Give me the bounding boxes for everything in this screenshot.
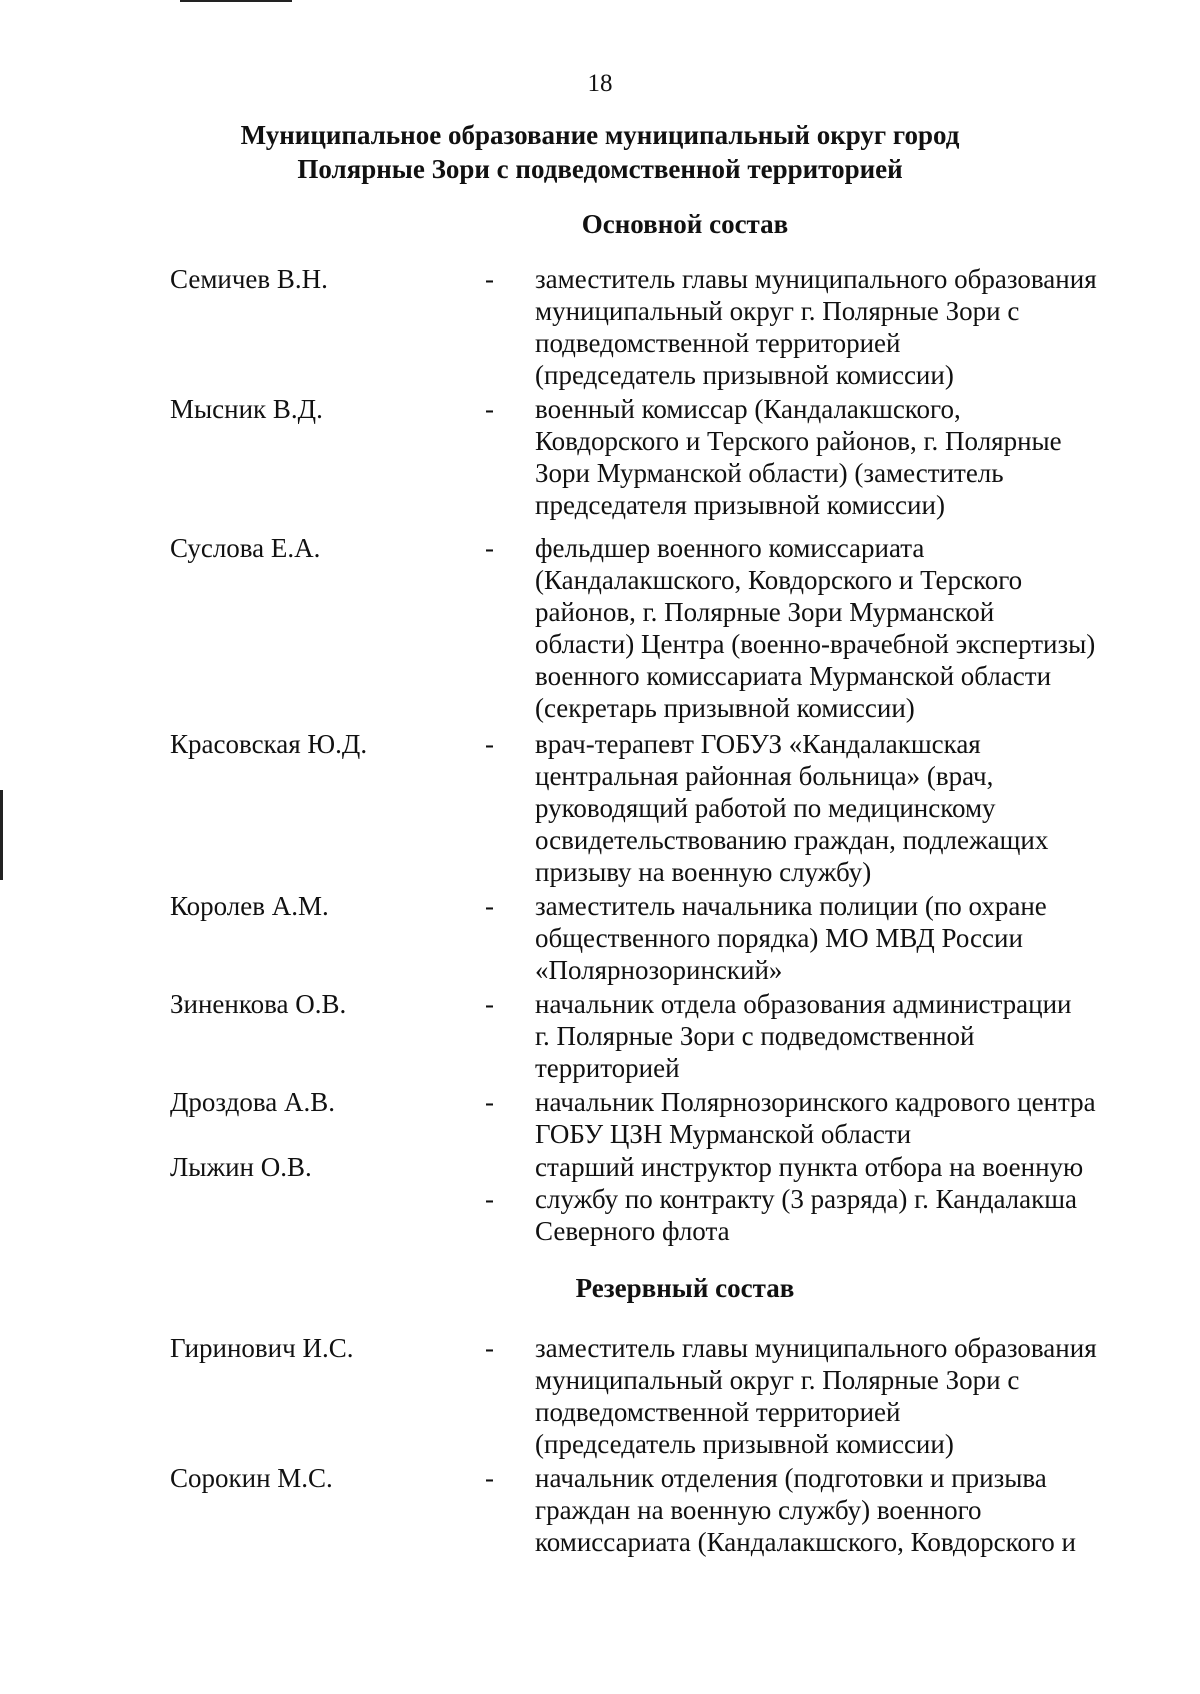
document-title-line-1: Муниципальное образование муниципальный округ город xyxy=(240,120,960,150)
member-role: начальник Полярнозоринского кадрового центра ГОБУ ЦЗН Мурманской области xyxy=(535,1087,1096,1149)
member-name: Лыжин О.В. xyxy=(170,1152,312,1182)
member-dash: - xyxy=(485,533,494,563)
member-dash: - xyxy=(485,394,494,424)
member-role: фельдшер военного комиссариата (Кандалакшского, Ковдорского и Терского районов, г. Полярные Зори Мурманской области) Центра (военно-врачебной экспертизы) военного комиссариата Мурманской области (секретарь призывной комиссии) xyxy=(535,533,1096,723)
member-role: заместитель начальника полиции (по охране общественного порядка) МО МВД России «Полярнозоринский» xyxy=(535,891,1047,985)
member-role: военный комиссар (Кандалакшского, Ковдорского и Терского районов, г. Полярные Зори Мурманской области) (заместитель председателя призывной комиссии) xyxy=(535,394,1062,520)
reserve-section-heading: Резервный состав xyxy=(575,1273,795,1303)
member-name: Красовская Ю.Д. xyxy=(170,729,368,759)
member-name: Суслова Е.А. xyxy=(170,533,321,563)
member-dash: - xyxy=(485,729,494,759)
member-dash: - xyxy=(485,1463,494,1493)
member-dash: - xyxy=(485,989,494,1019)
document-title xyxy=(0,118,1200,186)
member-dash: - xyxy=(485,1333,494,1363)
member-role: начальник отдела образования администрации г. Полярные Зори с подведомственной территорией xyxy=(535,989,1072,1083)
member-role: заместитель главы муниципального образования муниципальный округ г. Полярные Зори с подведомственной территорией (председатель призывной комиссии) xyxy=(535,264,1097,390)
member-dash: - xyxy=(485,264,494,294)
main-section-heading: Основной состав xyxy=(581,209,789,239)
scan-edge-mark-left xyxy=(0,790,3,880)
member-name: Семичев В.Н. xyxy=(170,264,328,294)
member-name: Зиненкова О.В. xyxy=(170,989,347,1019)
member-role: врач-терапевт ГОБУЗ «Кандалакшская центральная районная больница» (врач, руководящий работой по медицинскому освидетельствованию граждан, подлежащих призыву на военную службу) xyxy=(535,729,1049,887)
document-title-line-2: Полярные Зори с подведомственной территорией xyxy=(297,154,903,184)
member-name: Дроздова А.В. xyxy=(170,1087,335,1117)
member-name: Мысник В.Д. xyxy=(170,394,323,424)
member-dash: - xyxy=(485,1087,494,1117)
scan-edge-mark-top xyxy=(180,0,292,2)
member-role: старший инструктор пункта отбора на военную службу по контракту (3 разряда) г. Кандалакша Северного флота xyxy=(535,1152,1084,1246)
page-number: 18 xyxy=(587,70,613,97)
member-role: начальник отделения (подготовки и призыва граждан на военную службу) военного комиссариата (Кандалакшского, Ковдорского и xyxy=(535,1463,1076,1557)
member-dash: - xyxy=(485,1184,494,1214)
member-name: Королев А.М. xyxy=(170,891,329,921)
member-name: Гиринович И.С. xyxy=(170,1333,354,1363)
member-role: заместитель главы муниципального образования муниципальный округ г. Полярные Зори с подведомственной территорией (председатель призывной комиссии) xyxy=(535,1333,1097,1459)
member-name: Сорокин М.С. xyxy=(170,1463,333,1493)
member-dash: - xyxy=(485,891,494,921)
